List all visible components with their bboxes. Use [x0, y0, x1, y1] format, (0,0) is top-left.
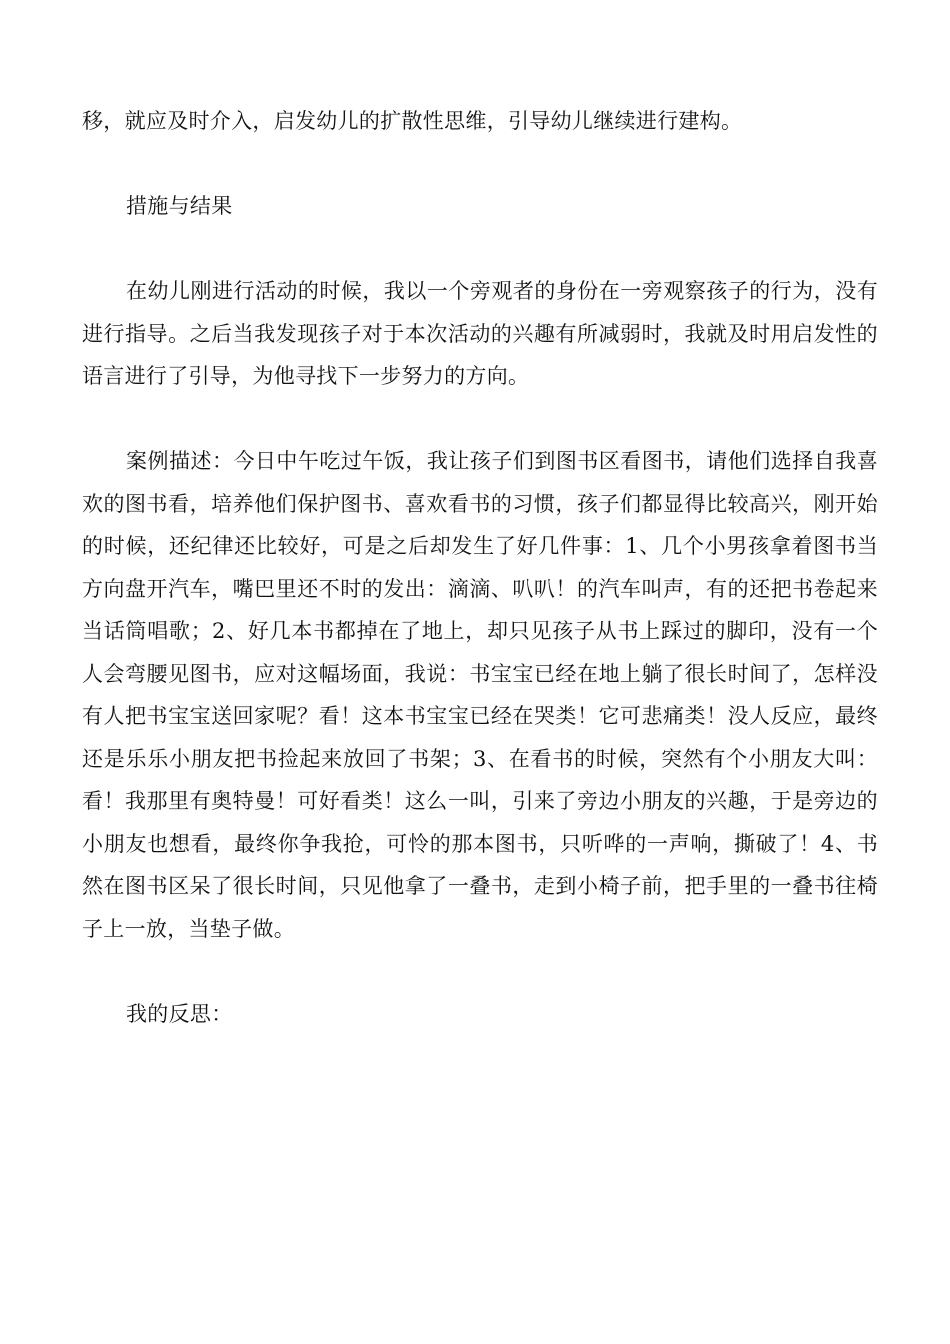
paragraph-continuation: 移，就应及时介入，启发幼儿的扩散性思维，引导幼儿继续进行建构。	[82, 109, 743, 133]
section-heading-reflection: 我的反思：	[126, 1001, 233, 1026]
paragraph-spacer	[82, 143, 878, 186]
section-heading-measures: 措施与结果	[126, 194, 233, 218]
paragraph-spacer	[82, 228, 878, 271]
paragraph-case-description: 案例描述：今日中午吃过午饭，我让孩子们到图书区看图书，请他们选择自我喜欢的图书看，培养他们保护图书、喜欢看书的习惯，孩子们都显得比较高兴，刚开始的时候，还纪律还比较好，可是之后却发生了好几件事：1、几个小男孩拿着图书当方向盘开汽车，嘴巴里还不时的发出：滴滴、叭叭！的汽车叫声，有的还把书卷起来当话筒唱歌；2、好几本书都掉在了地上，却只见孩子从书上踩过的脚印，没有一个人会弯腰见图书，应对这幅场面，我说：书宝宝已经在地上躺了很长时间了，怎样没有人把书宝宝送回家呢？看！这本书宝宝已经在哭类！它可悲痛类！没人反应，最终还是乐乐小朋友把书捡起来放回了书架；3、在看书的时候，突然有个小朋友大叫：看！我那里有奥特曼！可好看类！这么一叫，引来了旁边小朋友的兴趣，于是旁边的小朋友也想看，最终你争我抢，可怜的那本图书，只听哗的一声响，撕破了！4、书然在图书区呆了很长时间，只见他拿了一叠书，走到小椅子前，把手里的一叠书往椅子上一放，当垫子做。	[82, 449, 878, 941]
paragraph-spacer	[82, 950, 878, 993]
document-page	[82, 100, 878, 1035]
paragraph-spacer	[82, 398, 878, 441]
paragraph-observation: 在幼儿刚进行活动的时候，我以一个旁观者的身份在一旁观察孩子的行为，没有进行指导。之后当我发现孩子对于本次活动的兴趣有所减弱时，我就及时用启发性的语言进行了引导，为他寻找下一步努力的方向。	[82, 279, 878, 388]
